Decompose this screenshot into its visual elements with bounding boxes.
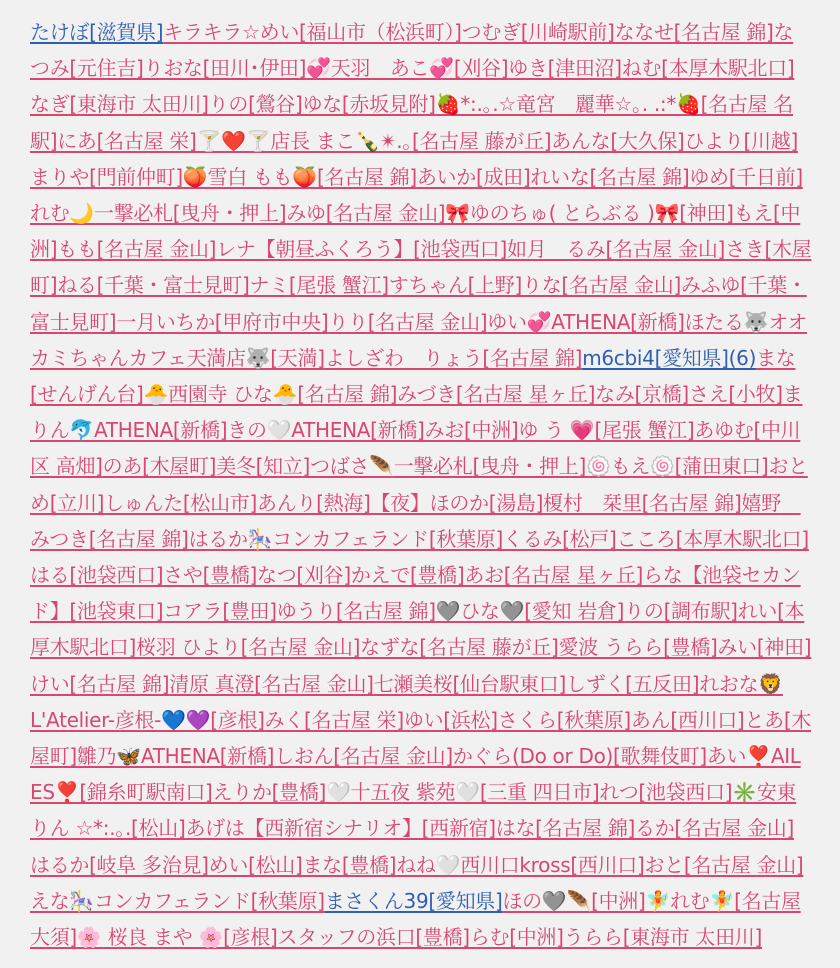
- user-location-link[interactable]: レナ【朝昼ふくろう】[池袋西口]: [216, 237, 507, 262]
- user-location-link[interactable]: あお[名古屋 星ヶ丘]: [464, 563, 644, 588]
- user-location-link[interactable]: めい[松山]: [208, 852, 303, 877]
- user-location-link[interactable]: あい❣️AILES❣️[錦糸町駅南口]: [30, 744, 801, 805]
- user-location-link[interactable]: にあ[名古屋 栄]: [57, 128, 197, 153]
- user-link-list: [30, 14, 812, 955]
- user-location-link[interactable]: しおん[名古屋 金山]: [274, 744, 453, 769]
- user-location-link[interactable]: キラキラ☆めい[福山市（松浜町）]: [163, 20, 462, 44]
- user-location-link[interactable]: ひより[川越]: [684, 128, 798, 153]
- user-location-link[interactable]: まさくん39[愛知県]: [324, 888, 503, 913]
- user-location-link[interactable]: 如月 るみ[名古屋 金山]: [506, 237, 726, 262]
- user-location-link[interactable]: きの🤍ATHENA[新橋]: [227, 418, 425, 443]
- user-location-link[interactable]: 🧚れむ🧚[名古屋 大須]: [30, 888, 801, 950]
- user-location-link[interactable]: 清原 真澄[名古屋 金山]: [169, 671, 374, 696]
- user-location-link[interactable]: 🐣西園寺 ひな🐣[名古屋 錦]: [143, 382, 398, 407]
- user-location-link[interactable]: しずく[五反田]: [566, 671, 700, 696]
- user-location-link[interactable]: 💞天羽 あこ💞[刈谷]: [306, 56, 509, 81]
- user-location-link[interactable]: 🍓*:.｡.☆竜宮 麗華☆｡. .:*🍓[名古屋 名駅]: [30, 92, 793, 153]
- user-location-link[interactable]: ゆうり[名古屋 錦]: [276, 599, 436, 624]
- user-location-link[interactable]: あんな[大久保]: [551, 128, 685, 153]
- user-location-link[interactable]: まな[豊橋]: [302, 852, 397, 877]
- user-location-link[interactable]: りの[調布駅]: [624, 599, 738, 624]
- user-location-link[interactable]: ナミ[尾張 蟹江]: [249, 273, 389, 298]
- user-location-link[interactable]: みふゆ[千葉・富士見町]: [30, 273, 807, 334]
- user-location-link[interactable]: つばさ🪶一撃必札[曳舟・押上]: [310, 454, 587, 479]
- user-location-link[interactable]: みお[中洲]: [424, 418, 519, 443]
- user-location-link[interactable]: 🤍十五夜 紫苑🤍[三重 四日市]: [326, 780, 600, 805]
- user-location-link[interactable]: 🎀ゆのちゅ( とらぶる )🎀[神田]: [445, 201, 734, 226]
- user-location-link[interactable]: くるみ[松戸]: [503, 526, 617, 551]
- user-location-link[interactable]: れい[本厚木駅北口]: [30, 599, 805, 660]
- user-location-link[interactable]: 七瀬美桜[仙台駅東口]: [373, 671, 566, 696]
- user-location-link[interactable]: 🍑雪白 もも🍑[名古屋 錦]: [182, 164, 417, 189]
- user-location-link[interactable]: 愛波 うらら[豊橋]: [558, 635, 718, 660]
- user-location-link[interactable]: ななせ[名古屋 錦]: [614, 20, 774, 44]
- user-location-link[interactable]: えりか[豊橋]: [212, 780, 327, 805]
- user-location-link[interactable]: 嬉野 みつき[名古屋 錦]: [30, 490, 801, 551]
- user-location-link[interactable]: ✳️安東 りん ☆*:.｡.[松山]: [30, 780, 797, 841]
- user-location-link[interactable]: もも[名古屋 金山]: [57, 237, 217, 262]
- user-location-link[interactable]: けい[名古屋 錦]: [30, 671, 170, 696]
- user-location-link[interactable]: ゆい[浜松]: [403, 707, 498, 732]
- user-location-link[interactable]: しゅんた[松山市]: [104, 490, 258, 515]
- user-location-link[interactable]: りおな[田川･伊田]: [143, 56, 307, 81]
- user-location-link[interactable]: なみ[京橋]: [595, 382, 689, 407]
- user-location-link[interactable]: なずな[名古屋 藤が丘]: [360, 635, 559, 660]
- user-location-link[interactable]: ゆき[津田沼]: [508, 56, 622, 81]
- user-location-link[interactable]: なぎ[東海市 太田川]: [30, 92, 209, 117]
- user-location-link[interactable]: ゆめ[千日前]: [689, 164, 803, 189]
- user-location-link[interactable]: 榎村 栞里[名古屋 錦]: [543, 490, 742, 515]
- user-location-link[interactable]: なつ[刈谷]: [257, 563, 351, 588]
- user-location-link[interactable]: のあ[木屋町]: [102, 454, 217, 479]
- user-location-link[interactable]: 🍸❤️🍸店長 まこ🍾✴︎.｡[名古屋 藤が丘]: [196, 128, 552, 153]
- user-location-link[interactable]: すちゃん[上野]: [388, 273, 522, 298]
- user-location-link[interactable]: 🍥もえ🍥[蒲田東口]: [586, 454, 769, 479]
- user-location-link[interactable]: まな[せんげん台]: [30, 345, 796, 407]
- user-location-link[interactable]: あげは【西新宿シナリオ】[西新宿]: [185, 816, 496, 841]
- user-location-link[interactable]: りり[名古屋 金山]: [328, 309, 488, 334]
- user-location-link[interactable]: 雛乃🦋ATHENA[新橋]: [76, 744, 275, 769]
- user-location-link[interactable]: もえ[中洲]: [30, 201, 801, 262]
- user-location-link[interactable]: らな【池袋セカンド】[池袋東口]: [30, 563, 801, 624]
- user-location-link[interactable]: 🌸 桜良 まや 🌸[彦根]: [76, 925, 278, 950]
- user-location-link[interactable]: れむ🌙一撃必札[曳舟・押上]: [30, 201, 287, 226]
- user-location-link[interactable]: m6cbi4[愛知県](6): [582, 345, 757, 370]
- user-location-link[interactable]: れつ[池袋西口]: [599, 780, 733, 805]
- user-location-link[interactable]: ほたる🐺オオカミちゃんカフェ天満店🐺[天満]: [30, 309, 808, 370]
- user-location-link[interactable]: スタッフの浜口[豊橋]: [277, 925, 470, 950]
- user-location-link[interactable]: かえで[豊橋]: [350, 563, 465, 588]
- user-location-link[interactable]: あんり[熱海]: [257, 490, 371, 515]
- user-location-link[interactable]: りの[鶯谷]: [208, 92, 303, 117]
- user-location-link[interactable]: みづき[名古屋 星ヶ丘]: [397, 382, 596, 407]
- user-location-link[interactable]: おとめ[立川]: [30, 454, 808, 515]
- user-location-link[interactable]: ねね🤍西川口kross[西川口]: [396, 852, 645, 877]
- user-location-link[interactable]: あいか[成田]: [416, 164, 531, 189]
- user-location-link[interactable]: とあ[木屋町]: [30, 707, 812, 769]
- user-location-link[interactable]: 🩶ひな🩶[愛知 岩倉]: [435, 599, 625, 624]
- user-location-link[interactable]: ゆな[赤坂見附]: [302, 92, 436, 117]
- user-location-link[interactable]: うらら[東海市 太田川]: [563, 925, 762, 950]
- user-location-link[interactable]: さや[豊橋]: [163, 563, 258, 588]
- user-location-link[interactable]: あん[西川口]: [630, 707, 745, 732]
- user-location-link[interactable]: さくら[秋葉原]: [497, 707, 631, 732]
- user-location-link[interactable]: なつみ[元住吉]: [30, 20, 794, 81]
- user-location-link[interactable]: まりや[門前仲町]: [30, 164, 183, 189]
- user-location-link[interactable]: はる[池袋西口]: [30, 563, 164, 588]
- user-location-link[interactable]: みい[神田]: [717, 635, 812, 660]
- user-location-link[interactable]: らむ[中洲]: [469, 925, 564, 950]
- user-location-link[interactable]: 桜羽 ひより[名古屋 金山]: [136, 635, 361, 660]
- user-location-link[interactable]: ゆい💞ATHENA[新橋]: [487, 309, 685, 334]
- user-location-link[interactable]: はるか🎠コンカフェランド[秋葉原]: [188, 526, 503, 551]
- user-location-link[interactable]: さえ[小牧]: [688, 382, 783, 407]
- user-location-link[interactable]: れいな[名古屋 錦]: [530, 164, 690, 189]
- user-location-link[interactable]: みゆ[名古屋 金山]: [286, 201, 446, 226]
- user-location-link[interactable]: コアラ[豊田]: [163, 599, 277, 624]
- user-location-link[interactable]: よしざわ りょう[名古屋 錦]: [324, 345, 583, 370]
- user-location-link[interactable]: えな🎠コンカフェランド[秋葉原]: [30, 888, 325, 913]
- user-location-link[interactable]: ほの🩶🪶[中洲]: [502, 888, 646, 913]
- user-location-link[interactable]: おと[名古屋 金山]: [644, 852, 804, 877]
- user-location-link[interactable]: たけぼ[滋賀県]: [30, 20, 164, 44]
- user-location-link[interactable]: りな[名古屋 金山]: [522, 273, 681, 298]
- user-location-link[interactable]: ねる[千葉・富士見町]: [57, 273, 250, 298]
- user-location-link[interactable]: 【夜】ほのか[湯島]: [370, 490, 544, 515]
- user-location-link[interactable]: 美冬[知立]: [216, 454, 310, 479]
- user-location-link[interactable]: るか[名古屋 金山]: [635, 816, 794, 841]
- user-location-link[interactable]: あゆむ[中川区 高畑]: [30, 418, 801, 479]
- user-location-link[interactable]: さき[木屋町]: [30, 237, 812, 298]
- user-location-link[interactable]: はな[名古屋 錦]: [495, 816, 636, 841]
- user-location-link[interactable]: かぐら(Do or Do)[歌舞伎町]: [452, 744, 707, 769]
- user-location-link[interactable]: ゆ う 💗[尾張 蟹江]: [518, 418, 695, 443]
- user-location-link[interactable]: つむぎ[川崎駅前]: [461, 20, 615, 44]
- user-location-link[interactable]: 一月いちか[甲府市中央]: [116, 309, 329, 334]
- user-location-link[interactable]: まりん🐬ATHENA[新橋]: [30, 382, 803, 443]
- user-location-link[interactable]: はるか[岐阜 多治見]: [30, 852, 209, 877]
- user-location-link[interactable]: みく[名古屋 栄]: [264, 707, 404, 732]
- user-location-link[interactable]: れおな🦁 L'Atelier-彦根-💙💜[彦根]: [30, 671, 783, 732]
- user-location-link[interactable]: ねむ[本厚木駅北口]: [621, 56, 795, 81]
- user-location-link[interactable]: こころ[本厚木駅北口]: [616, 526, 809, 551]
